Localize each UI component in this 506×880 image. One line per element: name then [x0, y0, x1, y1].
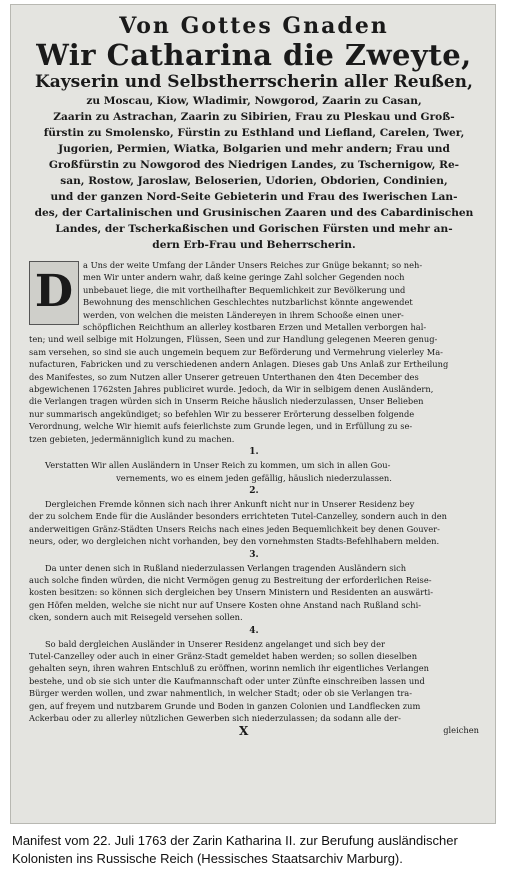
section-2 — [29, 485, 479, 548]
catchword-mark: X — [239, 724, 249, 739]
body-line: Verordnung, welche Wir hiemit aufs feierlichste zum Grunde legen, und in Erfüllung zu se- — [29, 421, 413, 432]
title-line: und der ganzen Nord-Seite Gebieterin und Frau des Iwerischen Lan- — [50, 191, 458, 203]
section-1 — [29, 446, 479, 484]
intro-paragraph — [29, 259, 479, 445]
body-line: die Verlangen tragen würden sich in Unserm Reiche häuslich niederzulassen, Unser Belieben — [29, 396, 424, 407]
caption-line: Manifest vom 22. Juli 1763 der Zarin Katharina II. zur Berufung ausländischer — [12, 833, 458, 848]
heading-kayserin: Kayserin und Selbstherrscherin aller Reußen, — [35, 72, 473, 92]
title-list — [29, 93, 479, 253]
body-line: Dergleichen Fremde können sich nach ihrer Ankunft nicht nur in Unserer Residenz bey — [45, 498, 415, 509]
heading-catharina: Wir Catharina die Zweyte, — [36, 38, 472, 72]
body-line: tzen gebieten, jedermänniglich kund zu machen. — [29, 433, 235, 444]
section-number: 4. — [249, 625, 259, 636]
body-line: Bewohnung des menschlichen Geschlechtes nutzbarlichst könnte angewendet — [83, 297, 413, 308]
body-line: neurs, oder, wo dergleichen nicht vorhanden, bey den vornehmsten Stadts-Befehlhabern melden. — [29, 536, 440, 547]
body-line: vernements, wo es einem jeden gefällig, häuslich niederzulassen. — [116, 472, 392, 483]
body-line: Da unter denen sich in Rußland niederzulassen Verlangen tragenden Ausländern sich — [45, 562, 407, 573]
title-line: Jugorien, Permien, Wiatka, Bolgarien und mehr andern; Frau und — [58, 143, 450, 155]
body-line: Tutel-Canzelley oder auch in einer Gränz-Stadt gemeldet haben werden; so sollen dieselben — [29, 650, 418, 661]
body-line: nur summarisch angekündiget; so befehlen Wir zu besserer Erörterung desselben folgende — [29, 408, 415, 419]
section-4 — [29, 625, 479, 725]
title-line: Zaarin zu Astrachan, Zaarin zu Sibirien, Frau zu Pleskau und Groß- — [53, 111, 455, 123]
section-3 — [29, 549, 479, 624]
body-line: gehalten seyn, ihren wahren Entschluß zu eröffnen, worinn nemlich ihr eigentliches Verlangen — [29, 663, 429, 674]
section-number: 1. — [249, 447, 259, 458]
title-line: san, Rostow, Jaroslaw, Beloserien, Udorien, Obdorien, Condinien, — [60, 175, 448, 187]
body-line: gen, auf freyem und nutzbarem Grunde und Boden in ganzen Colonien und Landflecken zum — [29, 700, 421, 711]
page-footer — [29, 724, 479, 740]
title-line: dern Erb-Frau und Beherrscherin. — [152, 239, 356, 251]
body-line: unbebauet liege, die mit vortheilhafter Bequemlichkeit zur Bevölkerung und — [83, 284, 406, 295]
body-line: Verstatten Wir allen Ausländern in Unser Reich zu kommen, um sich in allen Gou- — [45, 460, 391, 471]
body-line: abgewichenen 1762sten Jahres publiciret wurde. Jedoch, da Wir in selbigem denen Ausländern, — [29, 384, 434, 395]
body-line: sam versehen, so sind sie auch ungemein bequem zur Beförderung und Vermehrung vielerley Ma- — [29, 346, 443, 357]
section-number: 3. — [249, 549, 259, 560]
body-line: der zu solchem Ende für die Ausländer besonders errichteten Tutel-Canzelley, sondern auch in den — [29, 511, 447, 522]
title-line: Landes, der Tscherkaßischen und Gorischen Fürsten und mehr an- — [55, 223, 453, 235]
body-line: schöpflichen Reichthum an allerley kostbaren Erzen und Metallen verborgen hal- — [83, 322, 427, 333]
heading-von-gottes-gnaden: Von Gottes Gnaden — [119, 13, 389, 39]
body-line: Bürger werden wollen, und zwar nahmentlich, in welcher Stadt; oder ob sie Verlangen tra- — [29, 688, 413, 699]
body-line: Ackerbau oder zu allerley nützlichen Gewerben sich niederzulassen; da sodann alle der- — [29, 713, 401, 723]
section-number: 2. — [249, 485, 259, 496]
body-line: So bald dergleichen Ausländer in Unserer Residenz angelanget und sich bey der — [45, 638, 385, 649]
body-line: cken, sondern auch mit Reisegeld versehen sollen. — [29, 612, 243, 623]
body-line: gen Höfen melden, welche sie nicht nur auf Unsere Kosten ohne Anstand nach Rußland schi- — [29, 599, 422, 610]
caption-line: Kolonisten ins Russische Reich (Hessisches Staatsarchiv Marburg). — [12, 851, 403, 866]
body-line: ten; und weil selbige mit Holzungen, Flüssen, Seen und zur Handlung gelegenen Meeren genug- — [29, 334, 438, 345]
body-line: kosten besitzen: so können sich dergleichen bey Unsern Ministern und Residenten an auswärti- — [29, 587, 434, 598]
manifest-page — [10, 4, 496, 824]
catchword: gleichen — [443, 725, 479, 736]
body-line: a Uns der weite Umfang der Länder Unsers Reiches zur Gnüge bekannt; so neh- — [83, 260, 423, 270]
body-line: anderweitigen Gränz-Städten Unsers Reichs nach eines jeden Bequemlichkeit bey denen Gouver- — [29, 523, 440, 534]
body-line: nufacturen, Fabricken und zu verschiedenen andern Anlagen. Dieses gab Uns Anlaß zur Ertheilung — [29, 359, 449, 370]
title-line: des, der Cartalinischen und Grusinischen Zaaren und des Cabardinischen — [34, 207, 474, 219]
figure-caption — [12, 832, 498, 868]
body-line: auch solche finden würden, die nicht Vermögen genug zu Bestreitung der erforderlichen Reise- — [29, 574, 432, 585]
body-line: men Wir unter andern wahr, daß keine geringe Zahl solcher Gegenden noch — [83, 272, 405, 283]
title-line: zu Moscau, Kiow, Wladimir, Nowgorod, Zaarin zu Casan, — [86, 95, 422, 107]
dropcap-initial: D — [29, 261, 79, 325]
title-line: Großfürstin zu Nowgorod des Niedrigen Landes, zu Tschernigow, Re- — [48, 159, 460, 171]
body-line: des Manifestes, so zum Nutzen aller Unserer getreuen Unterthanen den 4ten December des — [29, 371, 419, 382]
title-line: fürstin zu Smolensko, Fürstin zu Esthland und Liefland, Carelen, Twer, — [43, 127, 465, 139]
body-line: bestehe, und ob sie sich unter die Kaufmannschaft oder unter Zünfte einschreiben lassen und — [29, 675, 425, 686]
body-line: werden, von welchen die meisten Ländereyen in ihrem Schooße einen uner- — [83, 309, 404, 320]
